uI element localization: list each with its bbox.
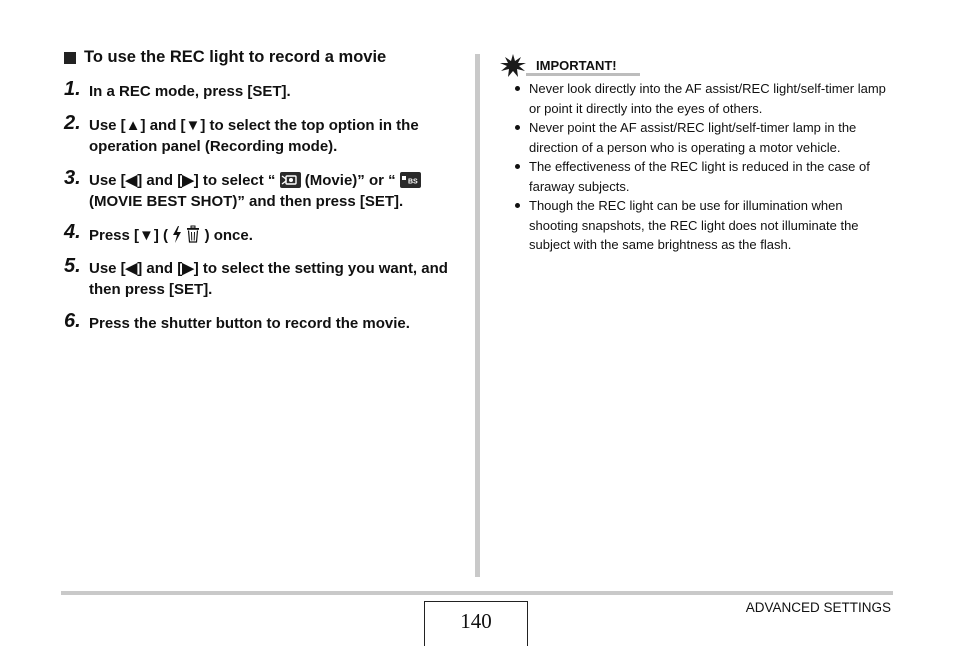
- important-burst-icon: [500, 54, 526, 80]
- important-underline: [526, 73, 640, 76]
- bestshot-icon-text: BS: [407, 178, 418, 186]
- list-item: Never point the AF assist/REC light/self-timer lamp in the direction of a person who is operating a motor vehicle.: [512, 118, 892, 157]
- step-text: Press the shutter button to record the movie.: [89, 315, 410, 332]
- step-3: [64, 167, 464, 212]
- step-text: Use [◀] and [▶] to select the setting you want, and then press [SET].: [89, 260, 448, 298]
- step-text: Use [▲] and [▼] to select the top option in the operation panel (Recording mode).: [89, 117, 419, 155]
- step-number: 4.: [64, 221, 81, 243]
- list-item: Though the REC light can be use for illumination when shooting snapshots, the REC light does not illuminate the subject with the same brightness as the flash.: [512, 196, 892, 255]
- footer-section-title: ADVANCED SETTINGS: [745, 600, 891, 615]
- trash-icon: [186, 225, 200, 243]
- step-text-part: (MOVIE BEST SHOT)” and then press [SET].: [89, 192, 404, 210]
- list-item: Never look directly into the AF assist/REC light/self-timer lamp or point it directly into the eyes of others.: [512, 79, 892, 118]
- step-text: In a REC mode, press [SET].: [89, 83, 291, 100]
- step-text: [89, 171, 464, 212]
- footer-rule: [61, 591, 893, 595]
- step-number: 3.: [64, 167, 81, 189]
- step-2: [64, 112, 464, 157]
- step-5: [64, 255, 464, 300]
- list-item: The effectiveness of the REC light is reduced in the case of faraway subjects.: [512, 157, 892, 196]
- step-text-part: Press [▼] (: [89, 227, 169, 244]
- step-number: 6.: [64, 310, 81, 332]
- step-number: 2.: [64, 112, 81, 134]
- step-number: 1.: [64, 78, 81, 100]
- step-text: [89, 225, 464, 247]
- movie-mode-icon: [280, 172, 301, 188]
- bestshot-icon: [400, 172, 421, 188]
- column-divider: [475, 54, 480, 577]
- square-bullet-icon: [64, 52, 76, 64]
- step-6: [64, 310, 464, 335]
- page-number: 140: [424, 601, 528, 646]
- important-list: [512, 79, 892, 255]
- section-heading: [64, 48, 386, 67]
- step-1: [64, 78, 464, 103]
- step-text-part: Use [◀] and [▶] to select “: [89, 172, 276, 189]
- flash-icon: [172, 226, 182, 243]
- step-number: 5.: [64, 255, 81, 277]
- section-heading-text: To use the REC light to record a movie: [84, 48, 387, 66]
- step-text-part: ) once.: [204, 227, 253, 244]
- important-label: IMPORTANT!: [536, 58, 617, 73]
- step-text-part: (Movie)” or “: [304, 172, 396, 189]
- step-4: [64, 221, 464, 247]
